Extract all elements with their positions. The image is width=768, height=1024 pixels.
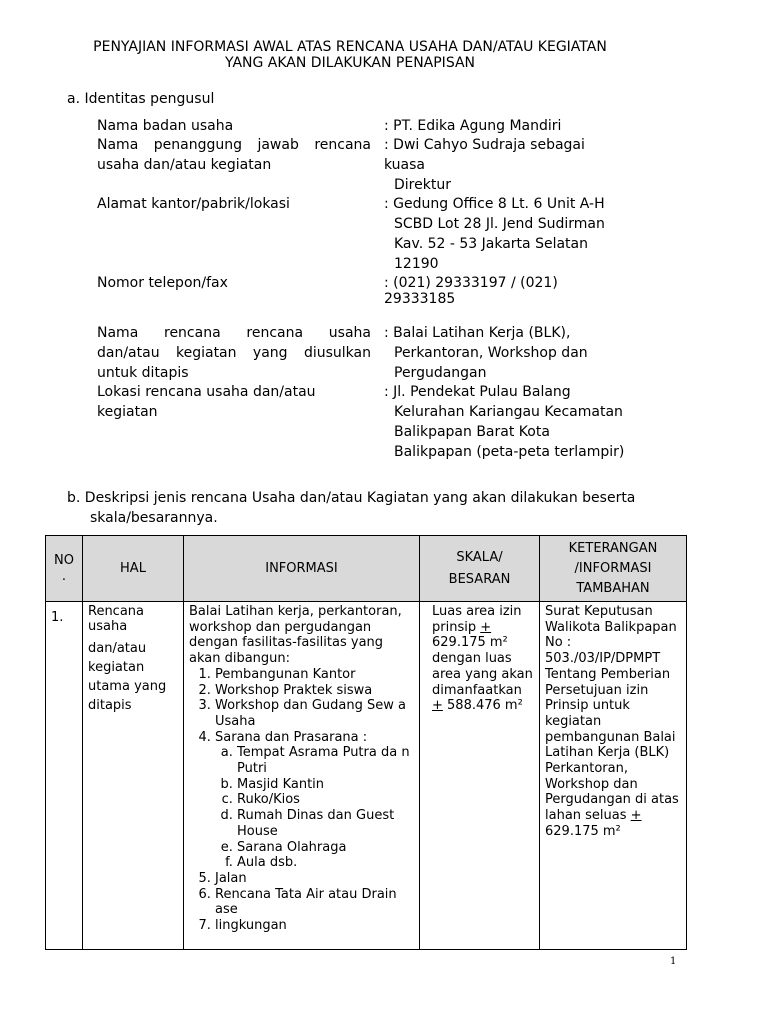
lokasi-value-2: Kelurahan Kariangau Kecamatan: [394, 404, 623, 420]
alamat-value-3: Kav. 52 - 53 Jakarta Selatan: [394, 236, 588, 252]
nama-rencana-label-3: untuk ditapis: [97, 365, 189, 381]
table-header-row: [46, 536, 687, 602]
telepon-label: Nomor telepon/fax: [97, 275, 228, 291]
header-skala: SKALA/ BESARAN: [420, 536, 540, 602]
header-no: NO .: [46, 536, 83, 602]
section-b-heading-2: skala/besarannya.: [90, 510, 218, 526]
list-item: 3. Workshop dan Gudang Sew a Usaha: [215, 698, 414, 729]
alamat-value-4: 12190: [394, 256, 439, 272]
alamat-label: Alamat kantor/pabrik/lokasi: [97, 196, 290, 212]
row-skala: Luas area izin prinsip + 629.175 m² dengan luas area yang akan dimanfaatkan + 588.476 m²: [420, 602, 540, 950]
list-item: 5. Jalan: [215, 871, 414, 887]
nama-badan-label: Nama badan usaha: [97, 118, 234, 134]
alamat-value-1: : Gedung Office 8 Lt. 6 Unit A-H: [384, 196, 605, 212]
info-intro: Balai Latihan kerja, perkantoran, workshop dan pergudangan dengan fasilitas-fasilitas yang akan dibangun:: [189, 604, 402, 667]
header-informasi: INFORMASI: [184, 536, 420, 602]
section-b-heading-1: b. Deskripsi jenis rencana Usaha dan/atau Kagiatan yang akan dilakukan beserta: [67, 490, 636, 506]
lokasi-value-3: Balikpapan Barat Kota: [394, 424, 550, 440]
penanggung-value-3: Direktur: [394, 177, 451, 193]
header-keterangan: KETERANGAN /INFORMASI TAMBAHAN: [540, 536, 687, 602]
table-row: [46, 602, 687, 950]
sarana-sublist: [215, 745, 414, 871]
penanggung-label-1: Nama penanggung jawab rencana: [97, 137, 371, 153]
nama-rencana-label-2: dan/atau kegiatan yang diusulkan: [97, 345, 371, 361]
nama-badan-value: : PT. Edika Agung Mandiri: [384, 118, 562, 134]
lokasi-label-1: Lokasi rencana usaha dan/atau: [97, 384, 316, 400]
description-table: [45, 535, 687, 950]
facility-list: [189, 667, 414, 934]
list-item: 4. Sarana dan Prasarana : a. Tempat Asrama Putra da n Putri b. Masjid Kantin c. Ruko/Kios d. Rumah Dinas dan Guest House e. Sarana Olahraga f. Aula dsb.: [215, 730, 414, 871]
row-informasi: [184, 602, 420, 950]
lokasi-value-4: Balikpapan (peta-peta terlampir): [394, 444, 625, 460]
page-number: 1: [670, 956, 677, 967]
nama-rencana-label-1: Nama rencana rencana usaha: [97, 325, 371, 341]
alamat-value-2: SCBD Lot 28 Jl. Jend Sudirman: [394, 216, 605, 232]
list-item: 6. Rencana Tata Air atau Drain ase: [215, 887, 414, 918]
telepon-value-2: 29333185: [384, 291, 456, 307]
penanggung-label-2: usaha dan/atau kegiatan: [97, 157, 272, 173]
row-hal: Rencana usaha dan/atau kegiatan utama yang ditapis: [83, 602, 184, 950]
list-item: 7. lingkungan: [215, 918, 414, 934]
list-item: d. Rumah Dinas dan Guest House: [237, 808, 414, 839]
nama-rencana-value-3: Pergudangan: [394, 365, 487, 381]
telepon-value-1: : (021) 29333197 / (021): [384, 275, 558, 291]
penanggung-value-2: kuasa: [384, 157, 426, 173]
list-item: e. Sarana Olahraga: [237, 840, 414, 856]
list-item: 2. Workshop Praktek siswa: [215, 683, 414, 699]
nama-rencana-value-2: Perkantoran, Workshop dan: [394, 345, 588, 361]
list-item: c. Ruko/Kios: [237, 792, 414, 808]
row-no: 1.: [46, 602, 83, 950]
lokasi-value-1: : Jl. Pendekat Pulau Balang: [384, 384, 571, 400]
section-a-heading: a. Identitas pengusul: [67, 91, 215, 107]
list-item: 1. Pembangunan Kantor: [215, 667, 414, 683]
document-title-line-2: YANG AKAN DILAKUKAN PENAPISAN: [224, 55, 476, 71]
penanggung-value-1: : Dwi Cahyo Sudraja sebagai: [384, 137, 585, 153]
header-hal: HAL: [83, 536, 184, 602]
nama-rencana-value-1: : Balai Latihan Kerja (BLK),: [384, 325, 571, 341]
row-keterangan: Surat Keputusan Walikota Balikpapan No : 503./03/IP/DPMPT Tentang Pemberian Persetujuan izin Prinsip untuk kegiatan pembangunan Balai Latihan Kerja (BLK) Perkantoran, Workshop dan Pergudangan di atas lahan seluas + 629.175 m²: [540, 602, 687, 950]
lokasi-label-2: kegiatan: [97, 404, 158, 420]
list-item: b. Masjid Kantin: [237, 777, 414, 793]
list-item: a. Tempat Asrama Putra da n Putri: [237, 745, 414, 776]
document-title-line-1: PENYAJIAN INFORMASI AWAL ATAS RENCANA USAHA DAN/ATAU KEGIATAN: [93, 39, 607, 55]
list-item: f. Aula dsb.: [237, 855, 414, 871]
